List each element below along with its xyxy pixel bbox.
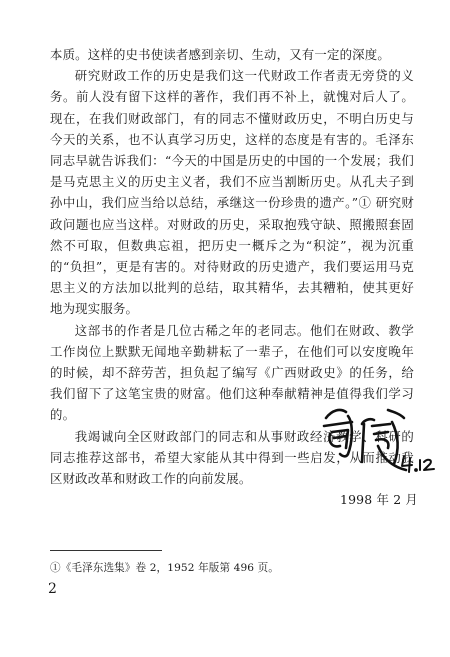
footnote: ①《毛泽东选集》卷 2，1952 年版第 496 页。 xyxy=(50,562,279,574)
page-number: 2 xyxy=(48,581,57,597)
paragraph-3: 这部书的作者是几位古稀之年的老同志。他们在财政、教学工作岗位上默默无闻地辛勤耕耘了一辈子，在他们可以安度晚年的时候，却不辞劳苦，担负起了编写《广西财政史》的任务，给我们留下了这笔宝贵的财富。他们这种奉献精神是值得我们学习的。 xyxy=(50,322,414,423)
paragraph-2: 研究财政工作的历史是我们这一代财政工作者责无旁贷的义务。前人没有留下这样的著作，我们再不补上，就愧对后人了。现在，在我们财政部门，有的同志不懂财政历史，不明白历史与今天的关系，也不认真学习历史，这样的态度是有害的。毛泽东同志早就告诉我们：“今天的中国是历史的中国的一个发展；我们是马克思主义的历史主义者，我们不应当割断历史。从孔夫子到孙中山，我们应当给以总结，承继这一份珍贵的遗产。”① 研究财政问题也应当这样。对财政的历史，采取抱残守缺、照搬照套固然不可取，但数典忘祖，把历史一概斥之为“积淀”，视为沉重的“负担”，更是有害的。对待财政的历史遗产，我们要运用马克思主义的方法加以批判的总结，取其精华，去其糟粕，使其更好地为现实服务。 xyxy=(50,68,414,317)
paragraph-4: 我竭诚向全区财政部门的同志和从事财政经济教学、科研的同志推荐这部书，希望大家能从其中得到一些启发，从而推动我区财政改革和财政工作的向前发展。 xyxy=(50,428,414,487)
date-line: 1998 年 2 月 xyxy=(340,492,419,507)
paragraph-1: 本质。这样的史书使读者感到亲切、生动，又有一定的深度。 xyxy=(50,47,390,62)
handwritten-signature xyxy=(318,404,438,484)
footnote-divider xyxy=(50,550,162,551)
